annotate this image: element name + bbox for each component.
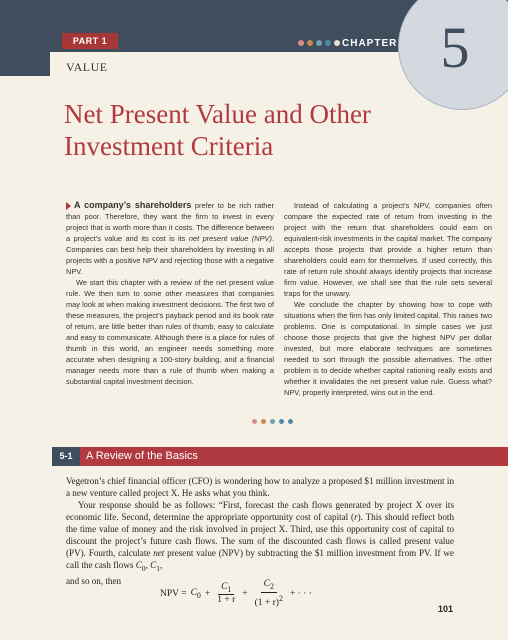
divider-dots xyxy=(252,419,293,424)
c1-symbol: C xyxy=(221,581,228,592)
equation-c0 xyxy=(191,588,201,600)
net-term: net xyxy=(153,548,165,558)
section-body xyxy=(66,475,454,587)
equation-plus: + xyxy=(242,589,248,600)
equation-c0-symbol: C xyxy=(190,588,197,599)
fraction-numerator xyxy=(261,579,277,593)
body-text: ). This should reflect both the time value of money and the risk involved in project X. Third, use this opportunity cost of capital to discount the project’s future cash flows. The sum of the discounted cash flows is called present value (PV). Fourth, calculate xyxy=(66,512,454,558)
c2-symbol: C xyxy=(263,579,270,589)
section-number: 5-1 xyxy=(52,447,80,466)
c1-subscript: 1 xyxy=(156,563,160,573)
intro-paragraph: We conclude the chapter by showing how to cope with situations when the firm has only limited capital. This raises two problems. One is computational. In simple cases we just choose those projects that give the highest NPV per dollar invested, but more elaborate techniques are sometimes needed to sort through the possible alternatives. The other problem is to decide whether capital rationing really exists and whether it invalidates the net present value rule. Guess what? NPV, properly interpreted, wins out in the end. xyxy=(284,300,492,397)
intro-right-column xyxy=(284,200,492,398)
chapter-dots xyxy=(298,40,340,46)
chapter-dot xyxy=(298,40,304,46)
section-title: A Review of the Basics xyxy=(86,450,198,462)
chapter-dot xyxy=(334,40,340,46)
lead-text: A company’s shareholders xyxy=(74,200,192,210)
fraction-numerator xyxy=(218,582,234,596)
equation-tail: + · · · xyxy=(289,589,312,600)
c0-symbol: C xyxy=(135,560,142,570)
c0-subscript: 0 xyxy=(141,563,146,573)
chapter-dot xyxy=(307,40,313,46)
divider-dot xyxy=(261,419,266,424)
equation-c0-subscript: 0 xyxy=(196,590,201,600)
divider-dot xyxy=(270,419,275,424)
body-text: present value (NPV) by subtracting the $1 million investment from PV. If we call the cash flows xyxy=(66,548,455,570)
body-text: and so on, then xyxy=(66,575,122,586)
body-paragraph xyxy=(66,499,454,587)
equation-plus: + xyxy=(204,589,211,600)
chapter-dot xyxy=(316,40,322,46)
body-text: Your response should be as follows: “First, forecast the cash flows generated by project X over its economic life. Second, determine the appropriate opportunity cost of capital ( xyxy=(66,500,454,522)
lead-triangle-icon xyxy=(66,202,71,210)
intro-text: . Companies can best help their shareholders by investing in all projects with a positive NPV and rejecting those with a negative NPV. xyxy=(66,234,274,276)
part-badge: PART 1 xyxy=(62,33,118,49)
body-paragraph: Vegetron’s chief financial officer (CFO) is wondering how to analyze a proposed $1 million investment in a new venture called project X. He asks what you think. xyxy=(66,476,454,498)
equation-fraction-2 xyxy=(252,579,286,609)
c1-subscript: 1 xyxy=(227,584,232,594)
body-text: , xyxy=(145,560,151,570)
npv-equation xyxy=(160,579,312,609)
intro-left-column xyxy=(66,200,274,387)
intro-text: prefer to be rich rather than poor. Therefore, they want the firm to invest in every project that is worth more than it costs. The difference between a project’s value and its cost is its xyxy=(66,201,274,243)
c1-symbol: C xyxy=(150,560,157,570)
divider-dot xyxy=(252,419,257,424)
part-title: VALUE xyxy=(66,60,108,74)
divider-dot xyxy=(288,419,293,424)
chapter-number: 5 xyxy=(440,15,470,80)
chapter-label: CHAPTER xyxy=(342,38,398,49)
divider-dot xyxy=(279,419,284,424)
npv-term: net present value (NPV) xyxy=(188,234,272,243)
equation-fraction-1 xyxy=(214,582,238,607)
body-text: , xyxy=(160,560,163,570)
chapter-dot xyxy=(325,40,331,46)
denominator-exponent: 2 xyxy=(278,593,283,603)
fraction-denominator xyxy=(252,593,286,609)
chapter-title: Net Present Value and Other Investment Criteria xyxy=(64,99,371,161)
equation-lhs: NPV = xyxy=(160,589,187,600)
page-number: 101 xyxy=(438,604,454,614)
denominator-base: (1 + r) xyxy=(254,598,279,609)
fraction-denominator: 1 + r xyxy=(217,595,236,606)
c2-subscript: 2 xyxy=(269,581,274,591)
intro-paragraph: We start this chapter with a review of the net present value rule. We then turn to some other measures that companies may look at when making investment decisions. The first two of these measures, the project’s payback period and its book rate of return, are little better than rules of thumb, easy to calculate and easy to communicate. Although there is a place for rules of thumb in this world, an engineer needs something more accurate when designing a 100-story building, and a financial manager needs more than a rule of thumb when making a substantial capital investment decision. xyxy=(66,278,274,386)
intro-paragraph: Instead of calculating a project’s NPV, companies often compare the expected rate of return from investing in the project with the return that shareholders could earn on equivalent-risk investments in the capital market. The company accepts those projects that provide a higher return than shareholders could earn for themselves. If used correctly, this rate of return rule should always identify projects that increase firm value. However, we shall see that the rule sets several traps for the unwary. xyxy=(284,201,492,298)
rate-symbol: r xyxy=(354,512,358,522)
intro-paragraph xyxy=(66,200,274,277)
